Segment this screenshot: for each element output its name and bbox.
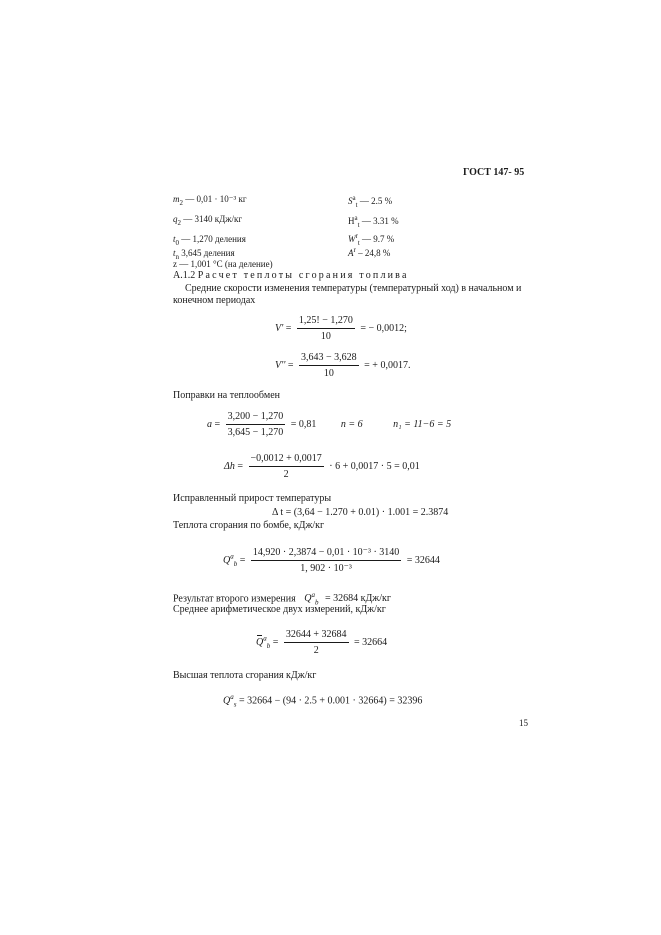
formula-dh: Δh = $\frac{-0,0012 + 0,0017}{2}$ · 6 + 0,0017 · 5 = 0,01	[224, 453, 420, 480]
higher-heat-label: Высшая теплота сгорания кДж/кг	[173, 670, 317, 681]
param-q2: $q_2$ — 3140 кДж/кг	[173, 214, 243, 227]
heat-exchange-label: Поправки на теплообмен	[173, 390, 280, 401]
formula-qb: $Q^a_b$ = $\frac{\text{14,920 · 2,3874 − 0,01 · 10⁻³ · 3140}}{\text{1, 902 · 10⁻³}}$ = 32644	[223, 547, 440, 574]
formula-a: a = $\frac{3,200 - 1,270}{3,645 - 1,270}$ = 0,81 n = 6 n₁ = 11−6 = 5	[207, 411, 452, 438]
formula-qs: $Q^a_s = 32664 - (94 \cdot 2.5 + 0.001 \cdot 32664) = 32396$	[223, 693, 423, 709]
bomb-heat-label: Теплота сгорания по бомбе, кДж/кг	[173, 520, 325, 531]
intro-paragraph: Средние скорости изменения температуры (температурный ход) в начальном и конечном периодах	[173, 283, 522, 306]
param-tn: $t_n$ 3,645 деления	[173, 248, 235, 261]
formula-v1: V' = $\frac{1,25! - 1,270}{10}$ = − 0,0012;	[275, 315, 407, 342]
second-measurement: Результат второго измерения $Q^a_b = 32684$ кДж/кг	[173, 591, 391, 607]
formula-dt: Δ t = (3,64 − 1.270 + 0.01) · 1.001 = 2.3874	[272, 507, 449, 518]
formula-v2: V'' = $\frac{3,643 - 3,628}{10}$ = + 0,0017.	[275, 352, 411, 379]
param-hydrogen: $H^a_t$ — 3.31 %	[348, 214, 399, 229]
corrected-rise-label: Исправленный прирост температуры	[173, 493, 332, 504]
mean-label: Среднее арифметическое двух измерений, кДж/кг	[173, 604, 386, 615]
section-heading: А.1.2 Расчет теплоты сгорания топлива	[173, 270, 409, 281]
param-sulfur: $S^a_t$ — 2.5 %	[348, 194, 393, 209]
formula-qmean: $Q^a_b$ = $\frac{32644 + 32684}{2}$ = 32664	[256, 629, 388, 656]
param-m2: $m_2$ — 0,01 · 10⁻³ кг	[173, 194, 247, 207]
page-number: 15	[519, 718, 528, 728]
standard-header: ГОСТ 147- 95	[463, 167, 525, 178]
param-moisture: $W^r_t$ — 9.7 %	[348, 232, 395, 247]
param-ash: $A^r - 24,8$ %	[348, 246, 391, 258]
param-t0: $t_0$ — 1,270 деления	[173, 234, 246, 247]
param-z: z — 1,001 °C (на деление)	[173, 259, 273, 269]
